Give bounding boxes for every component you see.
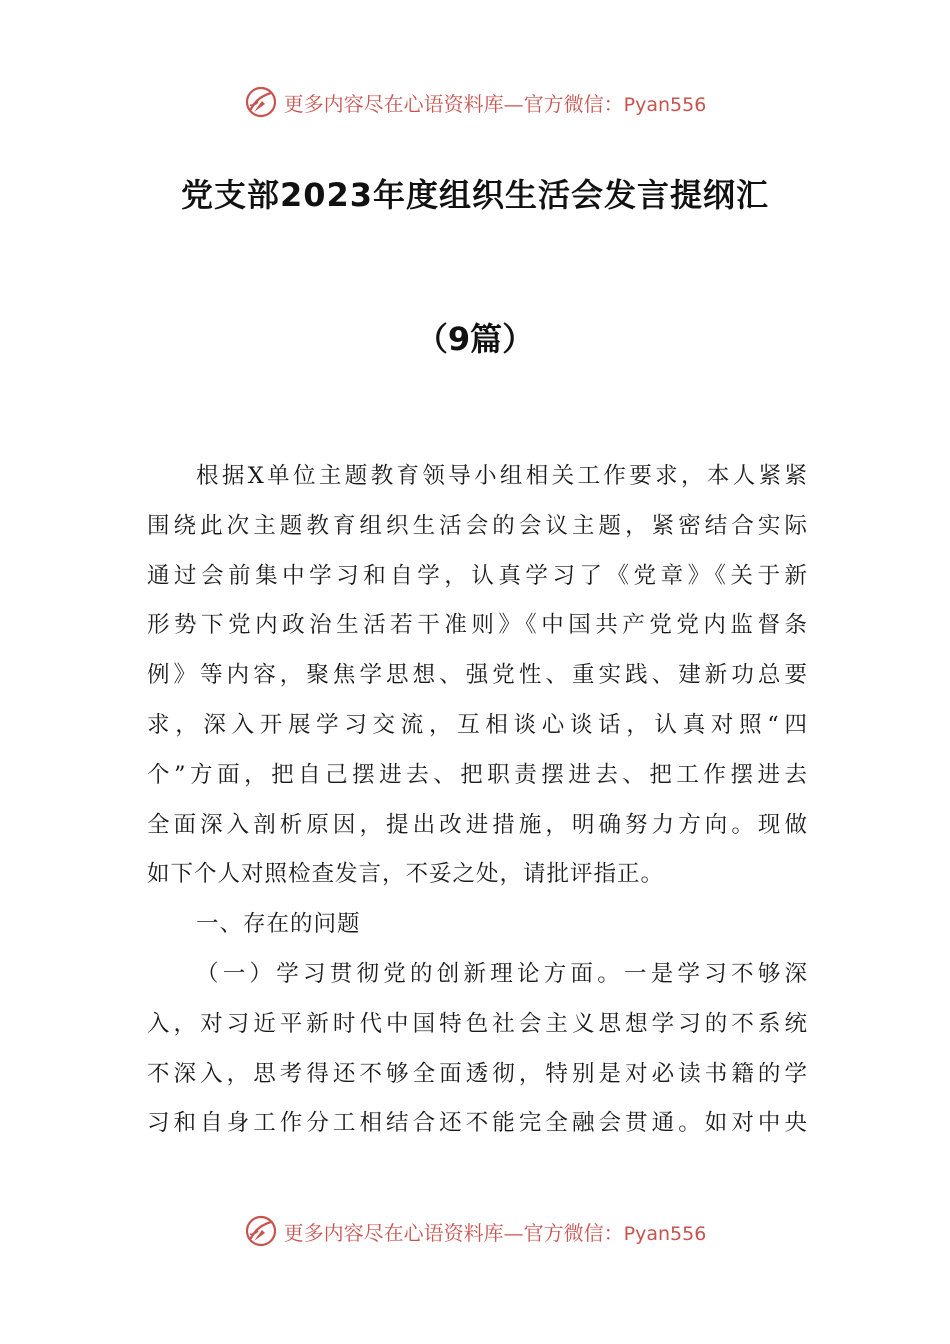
body-line: 习和自身工作分工相结合还不能完全融会贯通。如对中央 — [147, 1110, 807, 1137]
body-line: 根据X单位主题教育领导小组相关工作要求，本人紧紧 — [196, 463, 807, 489]
watermark-handle: Pyan556 — [623, 93, 707, 116]
body-line: 不深入，思考得还不够全面透彻，特别是对必读书籍的学 — [147, 1060, 807, 1087]
watermark-handle: Pyan556 — [623, 1222, 707, 1245]
document-title: 党支部2023年度组织生活会发言提纲汇 — [180, 176, 770, 214]
body-line: 求，深入开展学习交流，互相谈心谈话，认真对照“四 — [147, 711, 807, 738]
document-body — [147, 452, 807, 1149]
body-line: 入，对习近平新时代中国特色社会主义思想学习的不系统 — [147, 1010, 807, 1037]
header-watermark — [0, 82, 950, 122]
pen-swirl-logo-icon — [244, 1214, 278, 1248]
body-line: 通过会前集中学习和自学，认真学习了《党章》《关于新 — [147, 562, 807, 589]
body-line: 形势下党内政治生活若干准则》《中国共产党党内监督条 — [147, 612, 807, 639]
watermark-label: 更多内容尽在心语资料库—官方微信： — [283, 91, 624, 116]
document-subtitle: （9篇） — [415, 320, 535, 358]
body-line: 全面深入剖析原因，提出改进措施，明确努力方向。现做 — [147, 811, 807, 838]
watermark-label: 更多内容尽在心语资料库—官方微信： — [283, 1220, 624, 1245]
body-line: 个”方面，把自己摆进去、把职责摆进去、把工作摆进去 — [147, 761, 807, 788]
body-line: 例》等内容，聚焦学思想、强党性、重实践、建新功总要 — [147, 662, 807, 689]
body-line: （一）学习贯彻党的创新理论方面。一是学习不够深 — [196, 960, 807, 987]
watermark-text — [284, 1217, 707, 1246]
section-heading: 一、存在的问题 — [196, 911, 361, 938]
footer-watermark — [0, 1211, 950, 1251]
body-line: 如下个人对照检查发言，不妥之处，请批评指正。 — [147, 861, 665, 888]
body-line: 围绕此次主题教育组织生活会的会议主题，紧密结合实际 — [147, 512, 807, 539]
pen-swirl-logo-icon — [244, 85, 278, 119]
watermark-text — [284, 88, 707, 117]
